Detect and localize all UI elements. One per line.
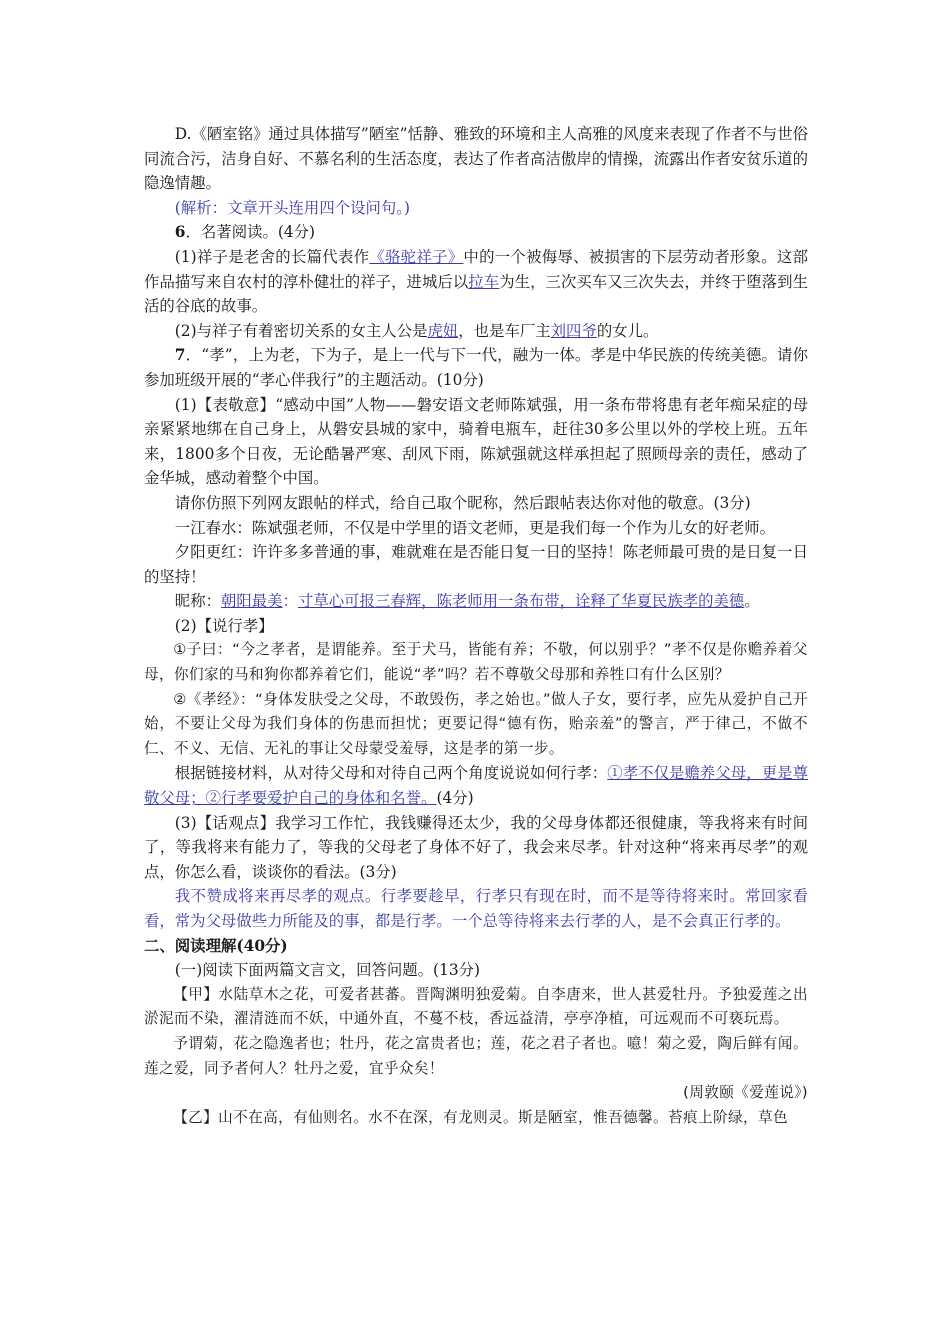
section-2-sub-1: (一)阅读下面两篇文言文，回答问题。(13分) [174, 961, 481, 980]
question-7-part-2: (2)【说行孝】 [174, 616, 274, 635]
passage-yi-para-1: 【乙】山不在高，有仙则名。水不在深，有龙则灵。斯是陋室，惟吾德馨。苔痕上阶绿，草色 [173, 1108, 788, 1126]
option-d-analysis: (解析：文章开头连用四个设问句。) [174, 198, 410, 217]
question-6-number: 6 [174, 223, 186, 242]
text-span: 昵称： [174, 592, 221, 611]
text-span: 。 [744, 592, 760, 611]
question-6-heading [144, 220, 808, 245]
document-page [144, 122, 808, 1130]
text-span: ： [282, 592, 298, 611]
question-6-title: ．名著阅读。(4分) [185, 223, 316, 242]
question-7-part-1: (1)【表敬意】“感动中国”人物——磐安语文老师陈斌强，用一条布带将患有老年痴呆症的母亲紧紧地绑在自己身上，从磐安县城的家中，骑着电瓶车，赶往30多公里以外的学校上班。五年来，1800多个日夜，无论酷暑严寒、刮风下雨，陈斌强就这样承担起了照顾母亲的责任，感动了金华城，感动着整个中国。 [144, 395, 808, 488]
option-d: D.《陋室铭》通过具体描写”陋室”恬静、雅致的环境和主人高雅的风度来表现了作者不与世俗同流合污，洁身自好、不慕名利的生活态度，表达了作者高洁傲岸的情操，流露出作者安贫乐道的隐逸情趣。 [144, 125, 808, 193]
text-span: (1)祥子是老舍的长篇代表作 [174, 247, 370, 266]
text-span: 的女儿。 [596, 321, 659, 340]
question-6-part-1 [144, 245, 808, 319]
text-span: 根据链接材料，从对待父母和对待自己两个角度说说如何行孝： [174, 764, 608, 783]
sample-post-1: 一江春水：陈斌强老师，不仅是中学里的语文老师，更是我们每一个作为儿女的好老师。 [174, 518, 776, 537]
answer-novel-title: 《骆驼祥子》 [369, 247, 464, 266]
answer-filial-piety: ①孝不仅是赡养父母，更是尊敬父母；②行孝要爱护自己的身体和名誉。 [144, 764, 808, 808]
text-span: ，也是车厂主 [458, 321, 551, 340]
material-1: ①子曰：“今之孝者，是谓能养。至于犬马，皆能有养；不敬，何以别乎？”孝不仅是你赡养着父母，你们家的马和狗你都养着它们，能说“孝”吗？若不尊敬父母那和养牲口有什么区别？ [144, 641, 808, 684]
answer-opinion: 我不赞成将来再尽孝的观点。行孝要趁早，行孝只有现在时，而不是等待将来时。常回家看看，常为父母做些力所能及的事，都是行孝。一个总等待将来去行孝的人，是不会真正行孝的。 [144, 887, 808, 930]
answer-father: 刘四爷 [550, 321, 597, 340]
text-span: ．“孝”，上为老，下为子，是上一代与下一代，融为一体。孝是中华民族的传统美德。请你参加班级开展的“孝心伴我行”的主题活动。(10分) [144, 346, 808, 389]
question-7-part-1-task: 请你仿照下列网友跟帖的样式，给自己取个昵称，然后跟帖表达你对他的敬意。(3分) [174, 493, 751, 512]
passage-jia-source: (周敦颐《爱莲说》) [683, 1084, 808, 1102]
answer-post: 寸草心可报三春辉，陈老师用一条布带，诠释了华夏民族孝的美德 [297, 592, 745, 611]
section-2-title: 二、阅读理解(40分) [144, 936, 288, 955]
question-7-number: 7 [174, 346, 186, 365]
question-7-part-3: (3)【话观点】我学习工作忙，我钱赚得还太少，我的父母身体都还很健康，等我将来有时间了，等我将来有能力了，等我的父母老了身体不好了，我会来尽孝。针对这种“将来再尽孝”的观点，你怎么看，谈谈你的看法。(3分) [144, 813, 808, 881]
material-2: ②《孝经》：“身体发肤受之父母，不敢毁伤，孝之始也。”做人子女，要行孝，应先从爱护自己开始，不要让父母为我们身体的伤患而担忧；更要记得“德有伤，贻亲羞”的警言，严于律己，不做不仁、不义、无信、无礼的事让父母蒙受羞辱，这是孝的第一步。 [144, 690, 808, 757]
answer-heroine: 虎妞 [427, 321, 459, 340]
sample-post-2: 夕阳更红：许许多多普通的事，难就难在是否能日复一日的坚持！陈老师最可贵的是日复一日的坚持！ [144, 543, 808, 586]
answer-nickname: 朝阳最美 [220, 592, 283, 611]
question-6-part-2 [144, 319, 808, 344]
question-7-intro [144, 343, 808, 392]
passage-jia-para-1: 【甲】水陆草木之花，可爱者甚蕃。晋陶渊明独爱菊。自李唐来，世人甚爱牡丹。予独爱莲之出淤泥而不染，濯清涟而不妖，中通外直，不蔓不枝，香远益清，亭亭净植，可远观而不可亵玩焉。 [144, 985, 808, 1028]
text-span: 为生，三次买车又三次失去，并终于堕落到生活的谷底的故事。 [144, 272, 808, 316]
text-span: (4分) [436, 789, 474, 808]
nickname-answer [144, 589, 808, 614]
question-7-part-2-task [144, 761, 808, 810]
passage-jia-para-2: 予谓菊，花之隐逸者也；牡丹，花之富贵者也；莲，花之君子者也。噫！菊之爱，陶后鲜有闻。莲之爱，同予者何人？牡丹之爱，宜乎众矣！ [144, 1034, 808, 1077]
text-span: 中的一个被侮辱、被损害的下层劳动者形象。这部作品描写来自农村的淳朴健壮的祥子，进城后以 [144, 247, 808, 291]
text-span: (2)与祥子有着密切关系的女主人公是 [174, 321, 428, 340]
answer-job: 拉车 [468, 272, 500, 291]
